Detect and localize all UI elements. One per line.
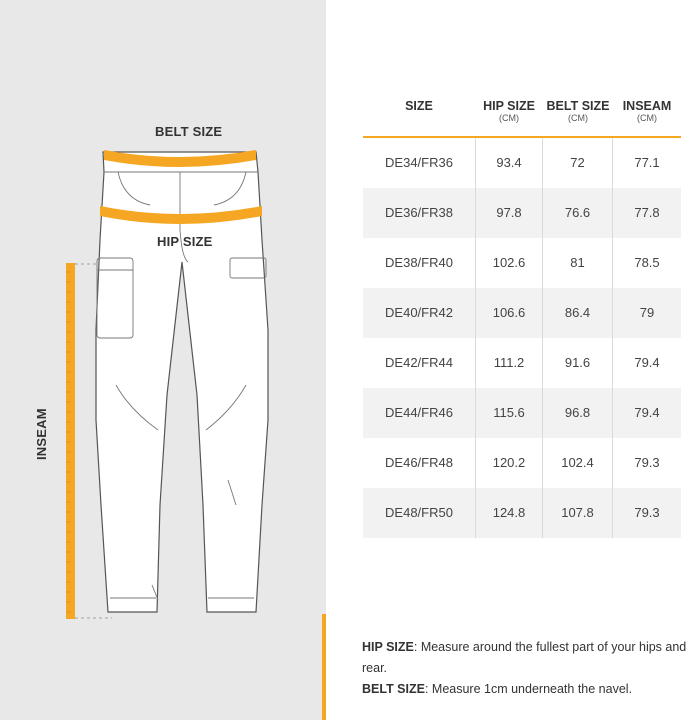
inseam-cell: 77.1 bbox=[634, 155, 660, 170]
table-row bbox=[363, 488, 681, 538]
table-row bbox=[363, 388, 681, 438]
hip-cell: 97.8 bbox=[475, 188, 543, 238]
size-cell: DE34/FR36 bbox=[385, 155, 453, 170]
header-inseam: INSEAM (CM) bbox=[622, 99, 672, 123]
belt-cell: 86.4 bbox=[543, 288, 613, 338]
hip-size-label: HIP SIZE bbox=[157, 234, 213, 249]
table-row bbox=[363, 138, 681, 188]
size-cell: DE42/FR44 bbox=[385, 355, 453, 370]
pants-diagram bbox=[0, 0, 326, 720]
table-row bbox=[363, 338, 681, 388]
hip-cell: 102.6 bbox=[475, 238, 543, 288]
belt-size-note: BELT SIZE: Measure 1cm underneath the navel. bbox=[362, 682, 633, 696]
belt-cell: 96.8 bbox=[543, 388, 613, 438]
hip-cell: 106.6 bbox=[475, 288, 543, 338]
hip-size-note: HIP SIZE: Measure around the fullest part of your hips and rear. bbox=[362, 640, 687, 675]
belt-cell: 102.4 bbox=[543, 438, 613, 488]
belt-cell: 91.6 bbox=[543, 338, 613, 388]
table-row bbox=[363, 188, 681, 238]
inseam-label: INSEAM bbox=[34, 408, 49, 460]
inseam-cell: 79 bbox=[639, 305, 655, 320]
belt-cell: 76.6 bbox=[543, 188, 613, 238]
inseam-cell: 79.4 bbox=[634, 355, 660, 370]
size-cell: DE48/FR50 bbox=[385, 505, 453, 520]
belt-cell: 107.8 bbox=[543, 488, 613, 538]
header-belt-size: BELT SIZE (CM) bbox=[546, 99, 610, 123]
inseam-cell: 79.3 bbox=[634, 455, 660, 470]
belt-cell: 81 bbox=[543, 238, 613, 288]
belt-size-label: BELT SIZE bbox=[155, 124, 223, 139]
header-size: SIZE bbox=[405, 99, 433, 113]
hip-cell: 120.2 bbox=[475, 438, 543, 488]
table-header bbox=[363, 96, 681, 138]
size-cell: DE40/FR42 bbox=[385, 305, 453, 320]
table-row bbox=[363, 438, 681, 488]
size-cell: DE38/FR40 bbox=[385, 255, 453, 270]
inseam-cell: 77.8 bbox=[634, 205, 660, 220]
inseam-cell: 79.3 bbox=[634, 505, 660, 520]
header-hip-size: HIP SIZE (CM) bbox=[483, 99, 535, 123]
table-row bbox=[363, 288, 681, 338]
size-cell: DE44/FR46 bbox=[385, 405, 453, 420]
size-table bbox=[363, 96, 681, 538]
table-row bbox=[363, 238, 681, 288]
hip-cell: 115.6 bbox=[475, 388, 543, 438]
hip-cell: 111.2 bbox=[475, 338, 543, 388]
inseam-cell: 78.5 bbox=[634, 255, 660, 270]
measurement-notes bbox=[362, 637, 688, 700]
hip-cell: 124.8 bbox=[475, 488, 543, 538]
hip-cell: 93.4 bbox=[475, 138, 543, 188]
inseam-cell: 79.4 bbox=[634, 405, 660, 420]
belt-cell: 72 bbox=[543, 138, 613, 188]
size-cell: DE36/FR38 bbox=[385, 205, 453, 220]
size-cell: DE46/FR48 bbox=[385, 455, 453, 470]
